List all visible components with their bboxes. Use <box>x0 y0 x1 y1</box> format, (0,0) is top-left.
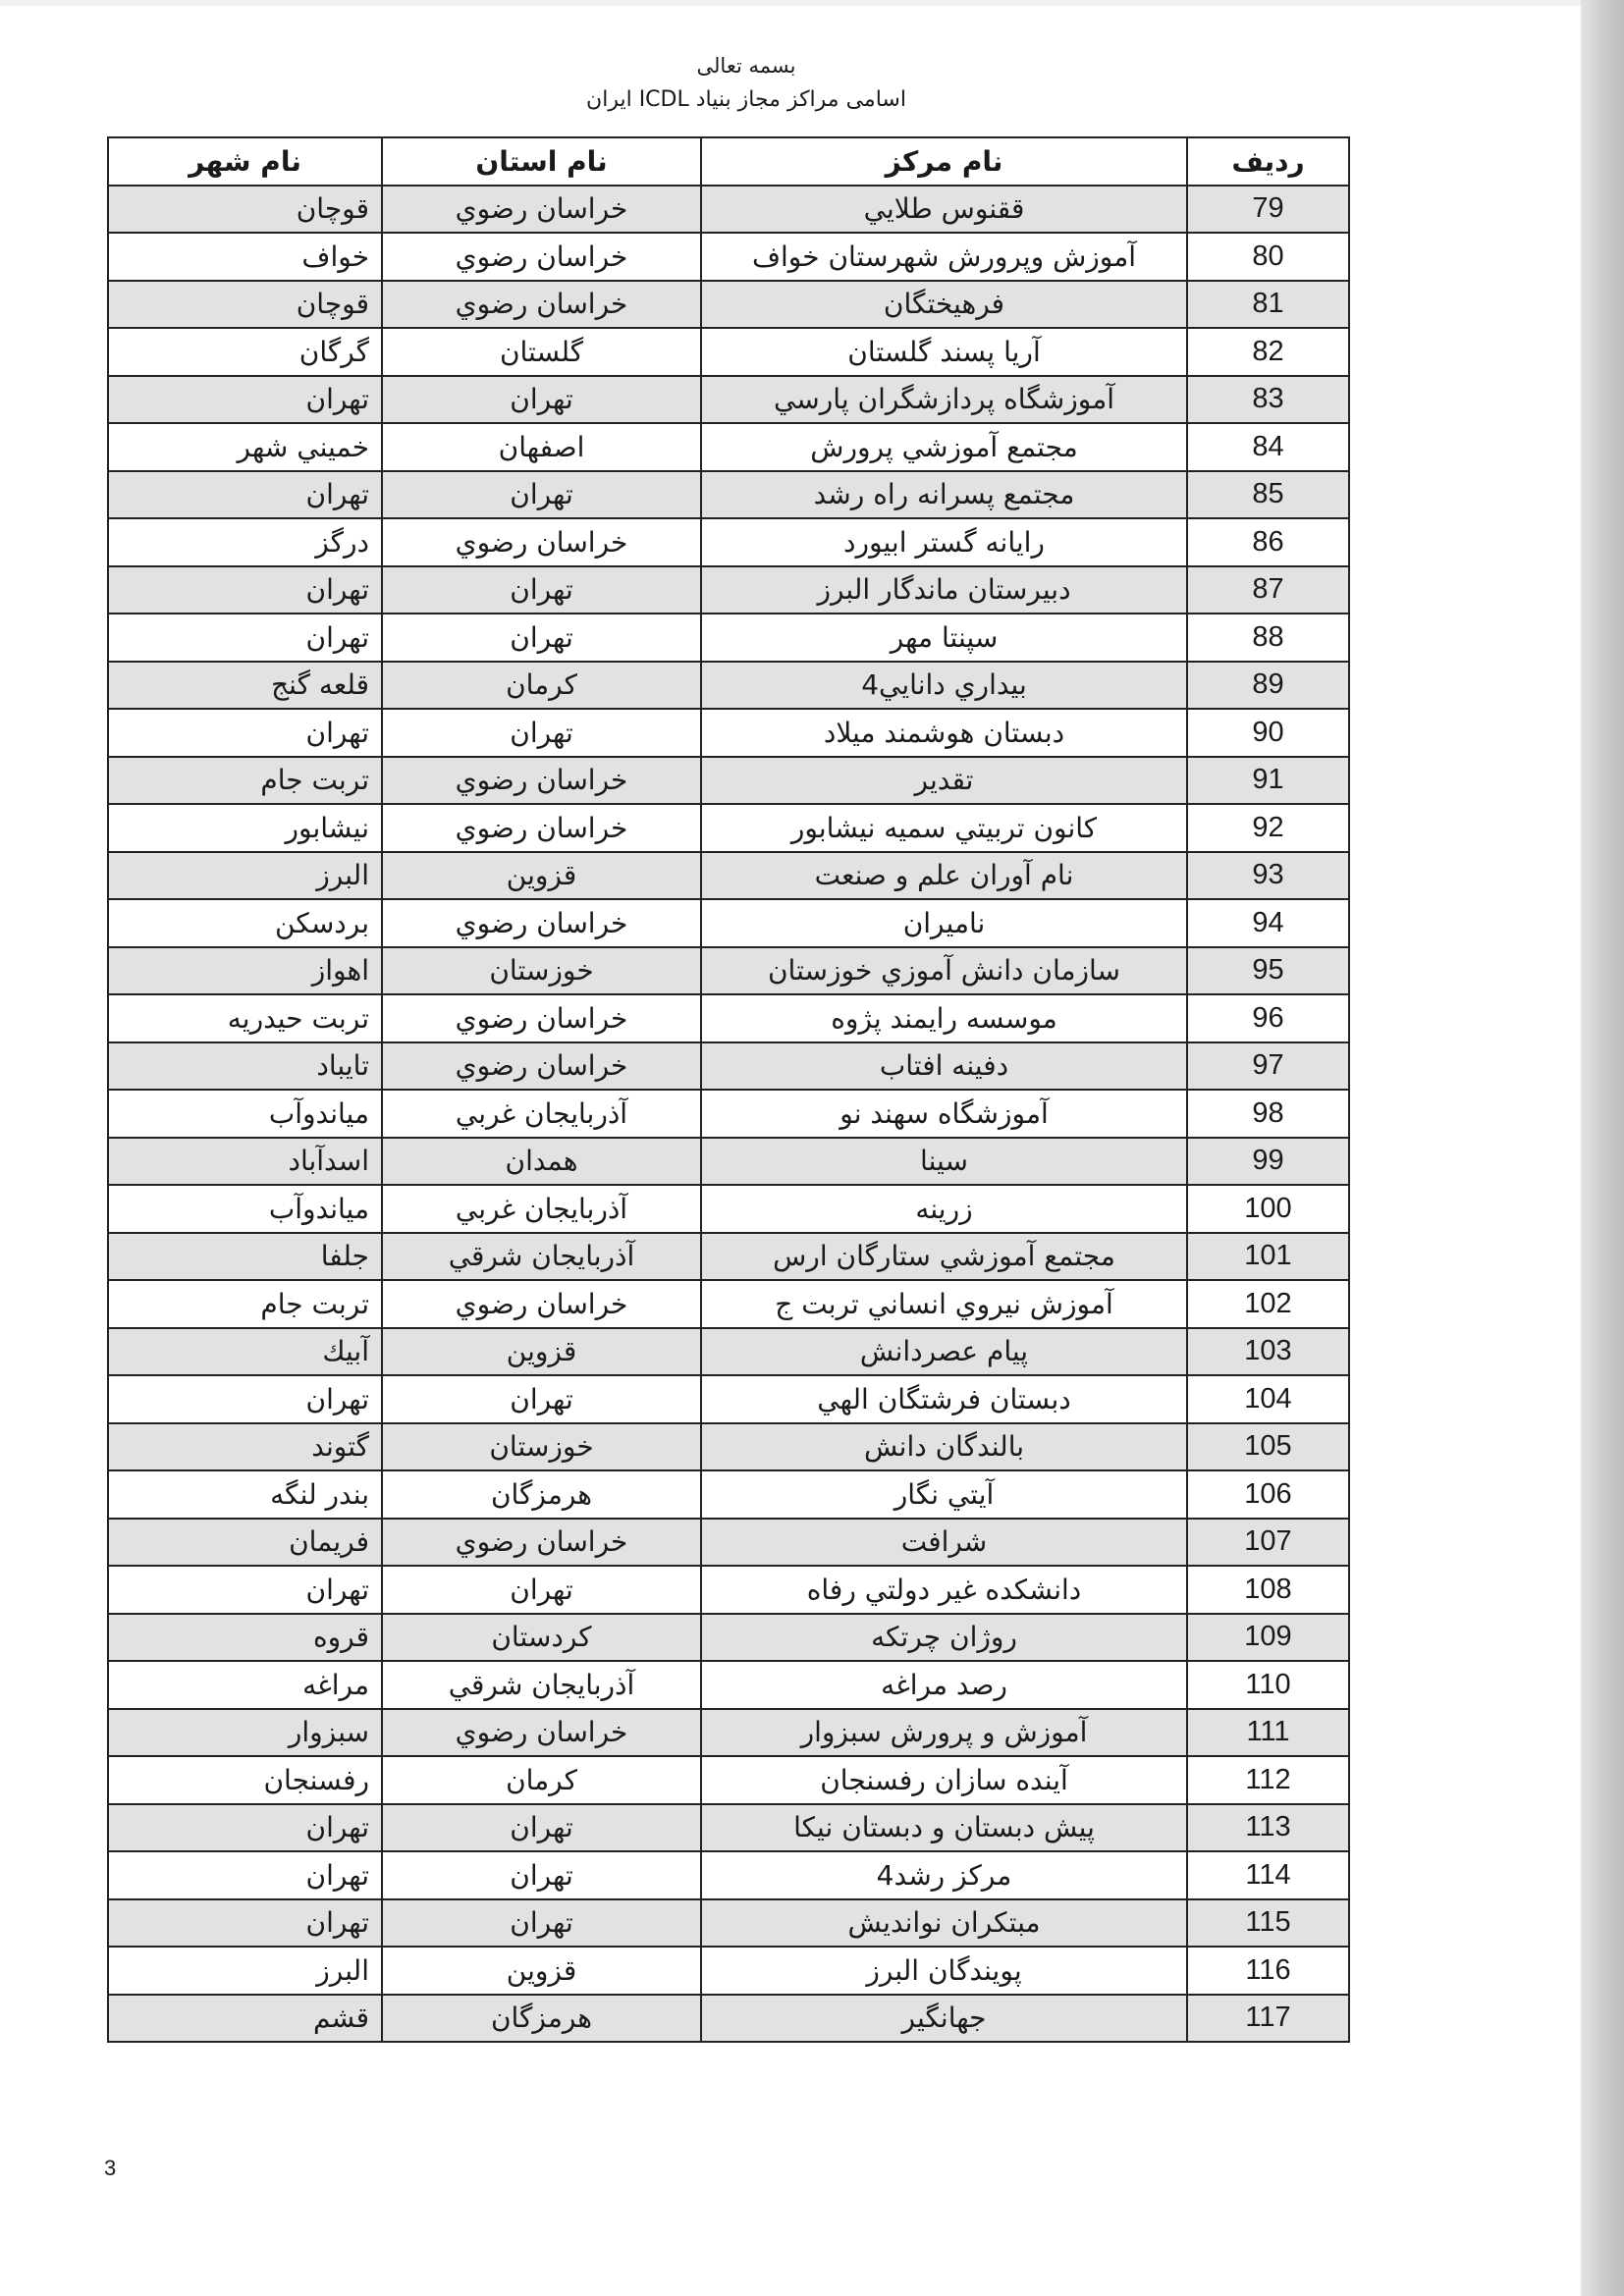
province-cell: تهران <box>382 1566 701 1614</box>
province-cell: تهران <box>382 1375 701 1423</box>
row-number-cell: 110 <box>1187 1661 1349 1709</box>
row-number-cell: 116 <box>1187 1947 1349 1995</box>
row-number-cell: 99 <box>1187 1138 1349 1186</box>
city-cell: تهران <box>108 471 382 519</box>
row-number-cell: 114 <box>1187 1851 1349 1899</box>
city-cell: قوچان <box>108 186 382 234</box>
row-number-cell: 83 <box>1187 376 1349 424</box>
center-name-cell: ققنوس طلايي <box>701 186 1187 234</box>
city-cell: تربت جام <box>108 1280 382 1328</box>
table-row <box>108 709 1349 757</box>
province-cell: آذربايجان غربي <box>382 1185 701 1233</box>
table-row <box>108 376 1349 424</box>
table-row <box>108 281 1349 329</box>
center-name-cell: شرافت <box>701 1519 1187 1567</box>
row-number-cell: 91 <box>1187 757 1349 805</box>
center-name-cell: مبتكران نوانديش <box>701 1899 1187 1948</box>
center-name-cell: روژان چرتكه <box>701 1614 1187 1662</box>
row-number-cell: 81 <box>1187 281 1349 329</box>
city-cell: تهران <box>108 566 382 614</box>
table-header-row <box>108 137 1349 186</box>
row-number-cell: 96 <box>1187 994 1349 1042</box>
province-cell: تهران <box>382 376 701 424</box>
city-cell: قوچان <box>108 281 382 329</box>
table-row <box>108 994 1349 1042</box>
row-number-cell: 86 <box>1187 518 1349 566</box>
province-cell: خراسان رضوي <box>382 186 701 234</box>
province-cell: خوزستان <box>382 947 701 995</box>
province-cell: خراسان رضوي <box>382 804 701 852</box>
scan-top-shadow <box>0 0 1581 6</box>
table-row <box>108 1804 1349 1852</box>
province-cell: تهران <box>382 1899 701 1948</box>
province-cell: تهران <box>382 1804 701 1852</box>
row-number-cell: 90 <box>1187 709 1349 757</box>
province-cell: تهران <box>382 709 701 757</box>
center-name-cell: آيتي نگار <box>701 1470 1187 1519</box>
province-cell: خراسان رضوي <box>382 233 701 281</box>
city-cell: جلفا <box>108 1233 382 1281</box>
province-cell: تهران <box>382 1851 701 1899</box>
province-cell: تهران <box>382 471 701 519</box>
table-row <box>108 1233 1349 1281</box>
city-cell: خميني شهر <box>108 423 382 471</box>
document-header <box>452 49 1041 118</box>
table-row <box>108 614 1349 662</box>
table-row <box>108 852 1349 900</box>
row-number-cell: 85 <box>1187 471 1349 519</box>
city-cell: قروه <box>108 1614 382 1662</box>
city-cell: بردسكن <box>108 899 382 947</box>
center-name-cell: آموزش وپرورش شهرستان خواف <box>701 233 1187 281</box>
row-number-cell: 104 <box>1187 1375 1349 1423</box>
row-number-cell: 84 <box>1187 423 1349 471</box>
city-cell: مياندوآب <box>108 1185 382 1233</box>
table-row <box>108 1328 1349 1376</box>
table-row <box>108 899 1349 947</box>
province-cell: هرمزگان <box>382 1470 701 1519</box>
table-row <box>108 1756 1349 1804</box>
center-name-cell: نام آوران علم و صنعت <box>701 852 1187 900</box>
row-number-cell: 115 <box>1187 1899 1349 1948</box>
center-name-cell: سازمان دانش آموزي خوزستان <box>701 947 1187 995</box>
row-number-cell: 106 <box>1187 1470 1349 1519</box>
table-row <box>108 1375 1349 1423</box>
province-cell: همدان <box>382 1138 701 1186</box>
row-number-cell: 107 <box>1187 1519 1349 1567</box>
city-cell: تهران <box>108 376 382 424</box>
city-cell: اسدآباد <box>108 1138 382 1186</box>
province-cell: گلستان <box>382 328 701 376</box>
center-name-cell: رصد مراغه <box>701 1661 1187 1709</box>
table-row <box>108 1995 1349 2043</box>
center-name-cell: دبيرستان ماندگار البرز <box>701 566 1187 614</box>
row-number-cell: 87 <box>1187 566 1349 614</box>
row-number-cell: 82 <box>1187 328 1349 376</box>
row-number-cell: 88 <box>1187 614 1349 662</box>
city-cell: نيشابور <box>108 804 382 852</box>
center-name-cell: مجتمع آموزشي پرورش <box>701 423 1187 471</box>
row-number-cell: 108 <box>1187 1566 1349 1614</box>
scan-edge-shadow <box>1581 0 1624 2296</box>
city-cell: گتوند <box>108 1423 382 1471</box>
province-cell: خوزستان <box>382 1423 701 1471</box>
center-name-cell: پيام عصردانش <box>701 1328 1187 1376</box>
province-cell: خراسان رضوي <box>382 1042 701 1091</box>
table-row <box>108 1899 1349 1948</box>
table-row <box>108 757 1349 805</box>
city-cell: سبزوار <box>108 1709 382 1757</box>
center-name-cell: آينده سازان رفسنجان <box>701 1756 1187 1804</box>
city-cell: مياندوآب <box>108 1090 382 1138</box>
city-cell: تهران <box>108 1804 382 1852</box>
table-row <box>108 186 1349 234</box>
city-cell: تايباد <box>108 1042 382 1091</box>
center-name-cell: رايانه گستر ابيورد <box>701 518 1187 566</box>
column-header-row-number: ردیف <box>1187 137 1349 186</box>
table-row <box>108 1138 1349 1186</box>
province-cell: خراسان رضوي <box>382 281 701 329</box>
center-name-cell: مجتمع پسرانه راه رشد <box>701 471 1187 519</box>
province-cell: هرمزگان <box>382 1995 701 2043</box>
center-name-cell: دفينه افتاب <box>701 1042 1187 1091</box>
row-number-cell: 103 <box>1187 1328 1349 1376</box>
row-number-cell: 97 <box>1187 1042 1349 1091</box>
center-name-cell: كانون تربيتي سميه نيشابور <box>701 804 1187 852</box>
center-name-cell: دبستان فرشتگان الهي <box>701 1375 1187 1423</box>
center-name-cell: مركز رشد4 <box>701 1851 1187 1899</box>
city-cell: قشم <box>108 1995 382 2043</box>
row-number-cell: 79 <box>1187 186 1349 234</box>
column-header-province: نام استان <box>382 137 701 186</box>
table-row <box>108 1851 1349 1899</box>
province-cell: خراسان رضوي <box>382 1519 701 1567</box>
center-name-cell: زرينه <box>701 1185 1187 1233</box>
table-row <box>108 1470 1349 1519</box>
city-cell: البرز <box>108 1947 382 1995</box>
province-cell: كردستان <box>382 1614 701 1662</box>
center-name-cell: آموزش نيروي انساني تربت ج <box>701 1280 1187 1328</box>
city-cell: گرگان <box>108 328 382 376</box>
page-number: 3 <box>104 2156 117 2180</box>
city-cell: تهران <box>108 1566 382 1614</box>
table-row <box>108 1280 1349 1328</box>
column-header-city: نام شهر <box>108 137 382 186</box>
table-row <box>108 518 1349 566</box>
province-cell: خراسان رضوي <box>382 1709 701 1757</box>
row-number-cell: 113 <box>1187 1804 1349 1852</box>
province-cell: قزوين <box>382 852 701 900</box>
city-cell: مراغه <box>108 1661 382 1709</box>
province-cell: تهران <box>382 566 701 614</box>
city-cell: البرز <box>108 852 382 900</box>
center-name-cell: آموزش و پرورش سبزوار <box>701 1709 1187 1757</box>
row-number-cell: 80 <box>1187 233 1349 281</box>
city-cell: اهواز <box>108 947 382 995</box>
city-cell: درگز <box>108 518 382 566</box>
province-cell: خراسان رضوي <box>382 994 701 1042</box>
province-cell: خراسان رضوي <box>382 518 701 566</box>
row-number-cell: 111 <box>1187 1709 1349 1757</box>
row-number-cell: 117 <box>1187 1995 1349 2043</box>
center-name-cell: سپنتا مهر <box>701 614 1187 662</box>
center-name-cell: بيداري دانايي4 <box>701 662 1187 710</box>
center-name-cell: پويندگان البرز <box>701 1947 1187 1995</box>
table-row <box>108 1661 1349 1709</box>
table-row <box>108 328 1349 376</box>
center-name-cell: دبستان هوشمند ميلاد <box>701 709 1187 757</box>
province-cell: خراسان رضوي <box>382 757 701 805</box>
table-row <box>108 1185 1349 1233</box>
table-row <box>108 947 1349 995</box>
province-cell: آذربايجان شرقي <box>382 1661 701 1709</box>
center-name-cell: آموزشگاه پردازشگران پارسي <box>701 376 1187 424</box>
table-row <box>108 471 1349 519</box>
center-name-cell: دانشكده غير دولتي رفاه <box>701 1566 1187 1614</box>
center-name-cell: جهانگير <box>701 1995 1187 2043</box>
row-number-cell: 89 <box>1187 662 1349 710</box>
city-cell: بندر لنگه <box>108 1470 382 1519</box>
province-cell: كرمان <box>382 1756 701 1804</box>
center-name-cell: مجتمع آموزشي ستارگان ارس <box>701 1233 1187 1281</box>
city-cell: خواف <box>108 233 382 281</box>
table-row <box>108 1566 1349 1614</box>
center-name-cell: تقدير <box>701 757 1187 805</box>
city-cell: تهران <box>108 1899 382 1948</box>
row-number-cell: 102 <box>1187 1280 1349 1328</box>
center-name-cell: بالندگان دانش <box>701 1423 1187 1471</box>
table-row <box>108 1709 1349 1757</box>
province-cell: خراسان رضوي <box>382 1280 701 1328</box>
city-cell: فريمان <box>108 1519 382 1567</box>
province-cell: كرمان <box>382 662 701 710</box>
city-cell: قلعه گنج <box>108 662 382 710</box>
row-number-cell: 101 <box>1187 1233 1349 1281</box>
province-cell: آذربايجان شرقي <box>382 1233 701 1281</box>
center-name-cell: فرهيختگان <box>701 281 1187 329</box>
province-cell: قزوين <box>382 1328 701 1376</box>
city-cell: تربت جام <box>108 757 382 805</box>
table-row <box>108 566 1349 614</box>
centers-table <box>107 136 1350 2043</box>
table-row <box>108 423 1349 471</box>
table-row <box>108 1614 1349 1662</box>
city-cell: تربت حيدريه <box>108 994 382 1042</box>
row-number-cell: 112 <box>1187 1756 1349 1804</box>
row-number-cell: 100 <box>1187 1185 1349 1233</box>
province-cell: آذربايجان غربي <box>382 1090 701 1138</box>
province-cell: اصفهان <box>382 423 701 471</box>
table-row <box>108 804 1349 852</box>
table-row <box>108 1519 1349 1567</box>
city-cell: تهران <box>108 614 382 662</box>
city-cell: آبيك <box>108 1328 382 1376</box>
province-cell: تهران <box>382 614 701 662</box>
table-row <box>108 1042 1349 1091</box>
table-row <box>108 1423 1349 1471</box>
province-cell: قزوين <box>382 1947 701 1995</box>
city-cell: تهران <box>108 1851 382 1899</box>
center-name-cell: ناميران <box>701 899 1187 947</box>
row-number-cell: 105 <box>1187 1423 1349 1471</box>
row-number-cell: 94 <box>1187 899 1349 947</box>
table-row <box>108 233 1349 281</box>
row-number-cell: 93 <box>1187 852 1349 900</box>
city-cell: تهران <box>108 709 382 757</box>
document-title: اسامی مراکز مجاز بنیاد ICDL ایران <box>586 87 906 112</box>
row-number-cell: 98 <box>1187 1090 1349 1138</box>
city-cell: رفسنجان <box>108 1756 382 1804</box>
row-number-cell: 109 <box>1187 1614 1349 1662</box>
city-cell: تهران <box>108 1375 382 1423</box>
center-name-cell: آموزشگاه سهند نو <box>701 1090 1187 1138</box>
table-body <box>108 186 1349 2043</box>
row-number-cell: 92 <box>1187 804 1349 852</box>
row-number-cell: 95 <box>1187 947 1349 995</box>
center-name-cell: سينا <box>701 1138 1187 1186</box>
table-row <box>108 1947 1349 1995</box>
province-cell: خراسان رضوي <box>382 899 701 947</box>
center-name-cell: آريا پسند گلستان <box>701 328 1187 376</box>
invocation-line: بسمه تعالی <box>696 54 796 78</box>
center-name-cell: پيش دبستان و دبستان نيكا <box>701 1804 1187 1852</box>
column-header-center: نام مرکز <box>701 137 1187 186</box>
center-name-cell: موسسه رايمند پژوه <box>701 994 1187 1042</box>
table-row <box>108 1090 1349 1138</box>
table-row <box>108 662 1349 710</box>
